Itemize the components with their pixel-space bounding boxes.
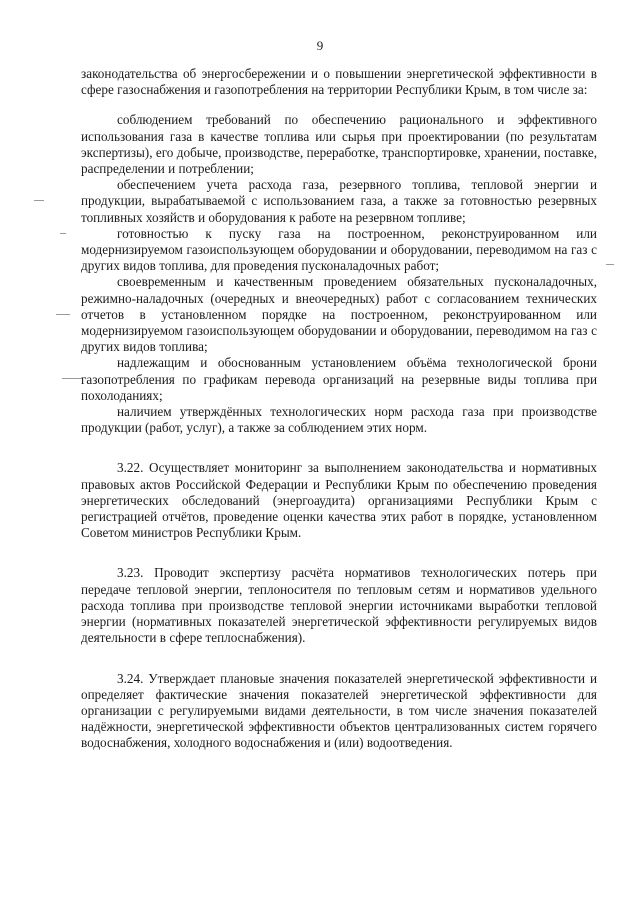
paragraph-control-item: готовностью к пуску газа на построенном, реконструированном или модернизируемом газоиспользующем оборудовании и оборудовании, переводимом на газ с других видов топлива, для проведения пусконаладочных работ; xyxy=(81,225,597,274)
paragraph-control-item: надлежащим и обоснованным установлением объёма технологической брони газопотребления по графикам перевода организаций на резервные виды топлива при похолоданиях; xyxy=(81,355,597,403)
paragraph-intro: законодательства об энергосбережении и о повышении энергетической эффективности в сфере газоснабжения и газопотребления на территории Республики Крым, в том числе за: xyxy=(81,66,597,98)
paragraph-control-item: своевременным и качественным проведением обязательных пусконаладочных, режимно-наладочных (очередных и внеочередных) работ с согласованием технических отчетов в установленном порядке на построенном, реконструированном или модернизируемом газоиспользующем оборудовании и оборудовании, переводимом на газ с других видов топлива; xyxy=(81,274,597,355)
page-number: 9 xyxy=(316,38,324,53)
scan-mark xyxy=(56,314,70,315)
document-body xyxy=(81,66,597,752)
paragraph-control-item: обеспечением учета расхода газа, резервного топлива, тепловой энергии и продукции, вырабатываемой с использованием газа, а также за готовностью резервных топливных хозяйств и оборудования к работе на резервном топливе; xyxy=(81,177,597,225)
scan-mark xyxy=(62,378,82,379)
paragraph-control-item: соблюдением требований по обеспечению рационального и эффективного использования газа в качестве топлива или сырья при проектировании (по результатам экспертизы), его добыче, производстве, переработке, транспортировке, хранении, поставке, распределении и потреблении; xyxy=(81,112,597,177)
scan-mark xyxy=(606,264,614,265)
paragraph-3-23: 3.23. Проводит экспертизу расчёта нормативов технологических потерь при передаче тепловой энергии, теплоносителя по тепловым сетям и нормативов удельного расхода топлива при производстве тепловой энергии источниками выработки тепловой энергии (нормативных показателей энергетической эффективности регулируемых видов деятельности в сфере теплоснабжения). xyxy=(81,565,597,646)
paragraph-3-24: 3.24. Утверждает плановые значения показателей энергетической эффективности и определяет фактические значения показателей энергетической эффективности для организации с регулируемыми видами деятельности, в том числе значения показателей надёжности, энергетической эффективности объектов централизованных систем горячего водоснабжения, холодного водоснабжения и (или) водоотведения. xyxy=(81,670,597,751)
paragraph-3-22: 3.22. Осуществляет мониторинг за выполнением законодательства и нормативных правовых актов Российской Федерации и Республики Крым по обеспечению проведения энергетических обследований (энергоаудита) организациями Республики Крым с регистрацией отчётов, проведение оценки качества этих работ в порядке, установленном Советом министров Республики Крым. xyxy=(81,460,597,541)
scan-mark xyxy=(60,233,66,234)
paragraph-control-item: наличием утверждённых технологических норм расхода газа при производстве продукции (работ, услуг), а также за соблюдением этих норм. xyxy=(81,404,597,436)
scan-mark xyxy=(34,200,44,201)
